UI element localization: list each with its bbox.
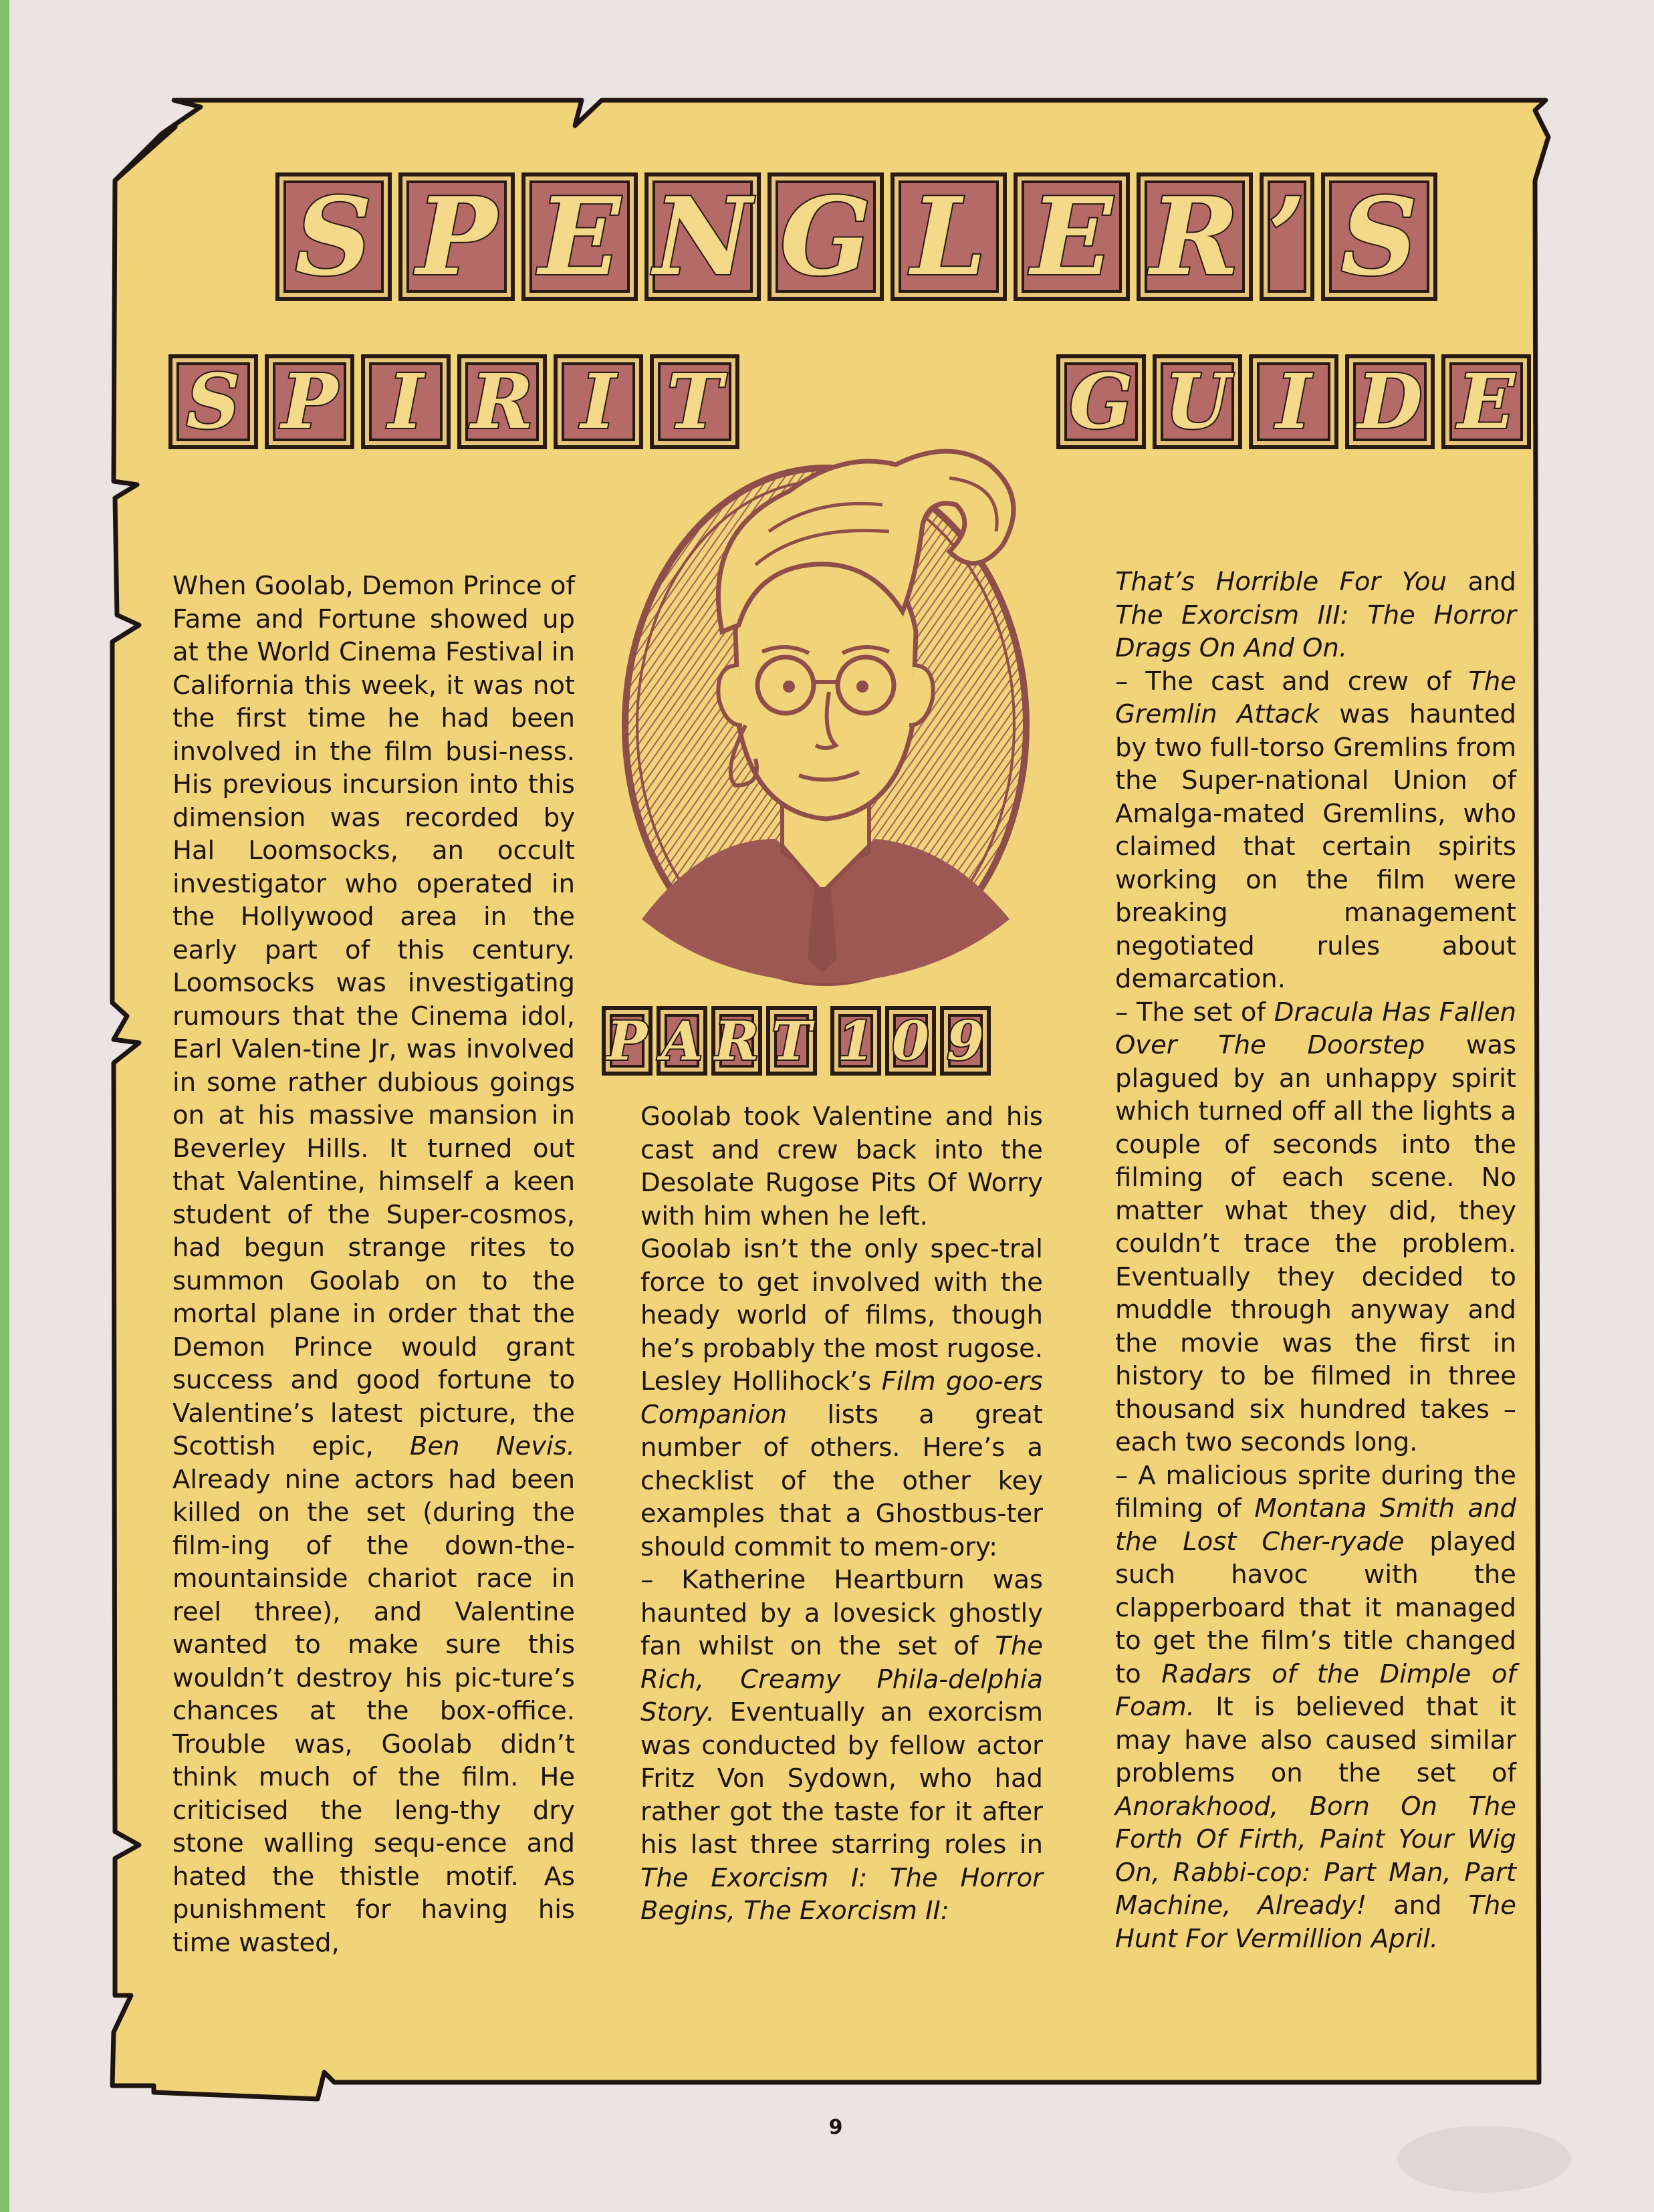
article-paragraph — [1115, 665, 1516, 996]
title-part-109 — [602, 1006, 991, 1076]
article-paragraph: Goolab took Valentine and his cast and crew back into the Desolate Rugose Pits Of Worry with him when he left. — [640, 1102, 1043, 1231]
title-letter: P — [602, 1006, 653, 1076]
article-column-3 — [1115, 566, 1516, 1955]
title-letter: I — [1249, 354, 1338, 449]
paragraph-text: and — [1393, 1890, 1442, 1921]
article-paragraph — [640, 1564, 1043, 1928]
title-letter: ’ — [1260, 172, 1314, 301]
film-title: The Exorcism I: The Horror Begins, The Exorcism II: — [640, 1862, 1043, 1926]
film-title: The Gremlin Attack — [1115, 666, 1516, 729]
film-title: Anorakhood, Born On The Forth Of Firth, Paint Your Wig On, Rabbi-cop: Part Man, Part Machine, Already! — [1115, 1791, 1516, 1921]
film-title: Montana Smith and the Lost Cher-ryade — [1115, 1493, 1516, 1557]
title-letter: U — [1153, 354, 1242, 449]
title-letter: R — [1137, 172, 1253, 301]
article-paragraph — [1115, 1459, 1516, 1956]
film-title: Film goo-ers Companion — [640, 1366, 1043, 1430]
paragraph-text: – A malicious sprite during the filming of — [1115, 1460, 1516, 1523]
paragraph-text: Already nine actors had been killed on the set (during the film-ing of the down-the-mountainside chariot race in reel three), and Valentine wanted to make sure this wouldn’t destroy his pic-ture’s chances at the box-office. Trouble was, Goolab didn’t think much of the film. He criticised the leng-thy dry stone walling sequ-ence and hated the thistle motif. As punishment for having his time wasted, — [172, 1464, 575, 1958]
title-letter: N — [644, 172, 761, 301]
egon-spengler-portrait-icon — [602, 411, 1090, 999]
article-paragraph — [172, 570, 575, 1959]
film-title: Ben Nevis. — [410, 1431, 575, 1461]
title-letter: S — [1321, 172, 1437, 301]
title-letter: R — [711, 1006, 762, 1076]
article-paragraph — [640, 1233, 1043, 1564]
article-column-2 — [640, 1100, 1043, 1928]
film-title: The Rich, Creamy Phila-delphia Story. — [640, 1631, 1043, 1727]
title-letter: S — [275, 172, 392, 301]
title-letter: G — [767, 172, 884, 301]
title-letter: E — [1014, 172, 1130, 301]
film-title: The Exorcism III: The Horror Drags On And On. — [1115, 600, 1516, 663]
title-letter: 9 — [940, 1006, 991, 1076]
paragraph-text: – Katherine Heartburn was haunted by a lovesick ghostly fan whilst on the set of — [640, 1565, 1043, 1661]
title-spenglers — [275, 172, 1437, 301]
paragraph-text: It is believed that it may have also caused similar problems on the set of — [1115, 1692, 1516, 1788]
paragraph-text: and — [1467, 567, 1516, 597]
paragraph-text: – The set of — [1115, 997, 1266, 1027]
faded-mark — [1397, 2126, 1571, 2193]
title-letter: I — [554, 354, 643, 449]
page-number: 9 — [828, 2116, 843, 2139]
title-letter: S — [168, 354, 258, 449]
film-title: Radars of the Dimple of Foam. — [1115, 1658, 1516, 1722]
paragraph-text: was haunted by two full-torso Gremlins from the Super-national Union of Amalga-mated Gremlins, who claimed that certain spirits working on the film were breaking management negotiated rules about demarcation. — [1115, 699, 1516, 994]
title-letter: I — [361, 354, 451, 449]
film-title: That’s Horrible For You — [1115, 567, 1447, 597]
title-letter: A — [657, 1006, 707, 1076]
article-paragraph — [1115, 996, 1516, 1459]
title-letter: E — [521, 172, 638, 301]
paragraph-text: – The cast and crew of — [1115, 666, 1451, 697]
title-letter: D — [1345, 354, 1435, 449]
paragraph-text: Goolab isn’t the only spec-tral force to get involved with the heady world of films, though he’s probably the most rugose. Lesley Hollihock’s — [640, 1234, 1043, 1396]
title-letter: R — [457, 354, 547, 449]
title-guide — [1056, 354, 1531, 449]
paragraph-text: When Goolab, Demon Prince of Fame and Fortune showed up at the World Cinema Festival in California this week, it was not the first time he had been involved in the film busi-ness. His previous incursion into this dimension was recorded by Hal Loomsocks, an occult investigator who operated in the Hollywood area in the early part of this century. Loomsocks was investigating rumours that the Cinema idol, Earl Valen-tine Jr, was involved in some rather dubious goings on at his massive mansion in Beverley Hills. It turned out that Valentine, himself a keen student of the Super-cosmos, had begun strange rites to summon Goolab on to the mortal plane in order that the Demon Prince would grant success and good fortune to Valentine’s latest picture, the Scottish epic, — [172, 571, 575, 1461]
title-letter: T — [766, 1006, 817, 1076]
article-paragraph — [1115, 566, 1516, 665]
paragraph-text: Eventually an exorcism was conducted by fellow actor Fritz Von Sydown, who had rather got the taste for it after his last three starring roles in — [640, 1697, 1043, 1860]
paragraph-text: lists a great number of others. Here’s a checklist of the other key examples that a Ghostbus-ter should commit to mem-ory: — [640, 1399, 1043, 1562]
article-column-1 — [172, 570, 575, 1959]
film-title: The Hunt For Vermillion April. — [1115, 1890, 1516, 1954]
title-letter: 0 — [885, 1006, 936, 1076]
title-letter: E — [1441, 354, 1531, 449]
title-letter: P — [398, 172, 515, 301]
title-letter: P — [265, 354, 354, 449]
title-letter: G — [1056, 354, 1146, 449]
paragraph-text: played such havoc with the clapperboard that it managed to get the film’s title changed to — [1115, 1526, 1516, 1689]
title-letter: T — [650, 354, 739, 449]
paragraph-text: was plagued by an unhappy spirit which turned off all the lights a couple of seconds into the filming of each scene. No matter what they did, they couldn’t trace the problem. Eventually they decided to muddle through anyway and the movie was the first in history to be filmed in three thousand six hundred takes – each two seconds long. — [1115, 1030, 1516, 1457]
film-title: Dracula Has Fallen Over The Doorstep — [1115, 997, 1516, 1060]
title-letter: L — [891, 172, 1007, 301]
title-letter: 1 — [830, 1006, 881, 1076]
